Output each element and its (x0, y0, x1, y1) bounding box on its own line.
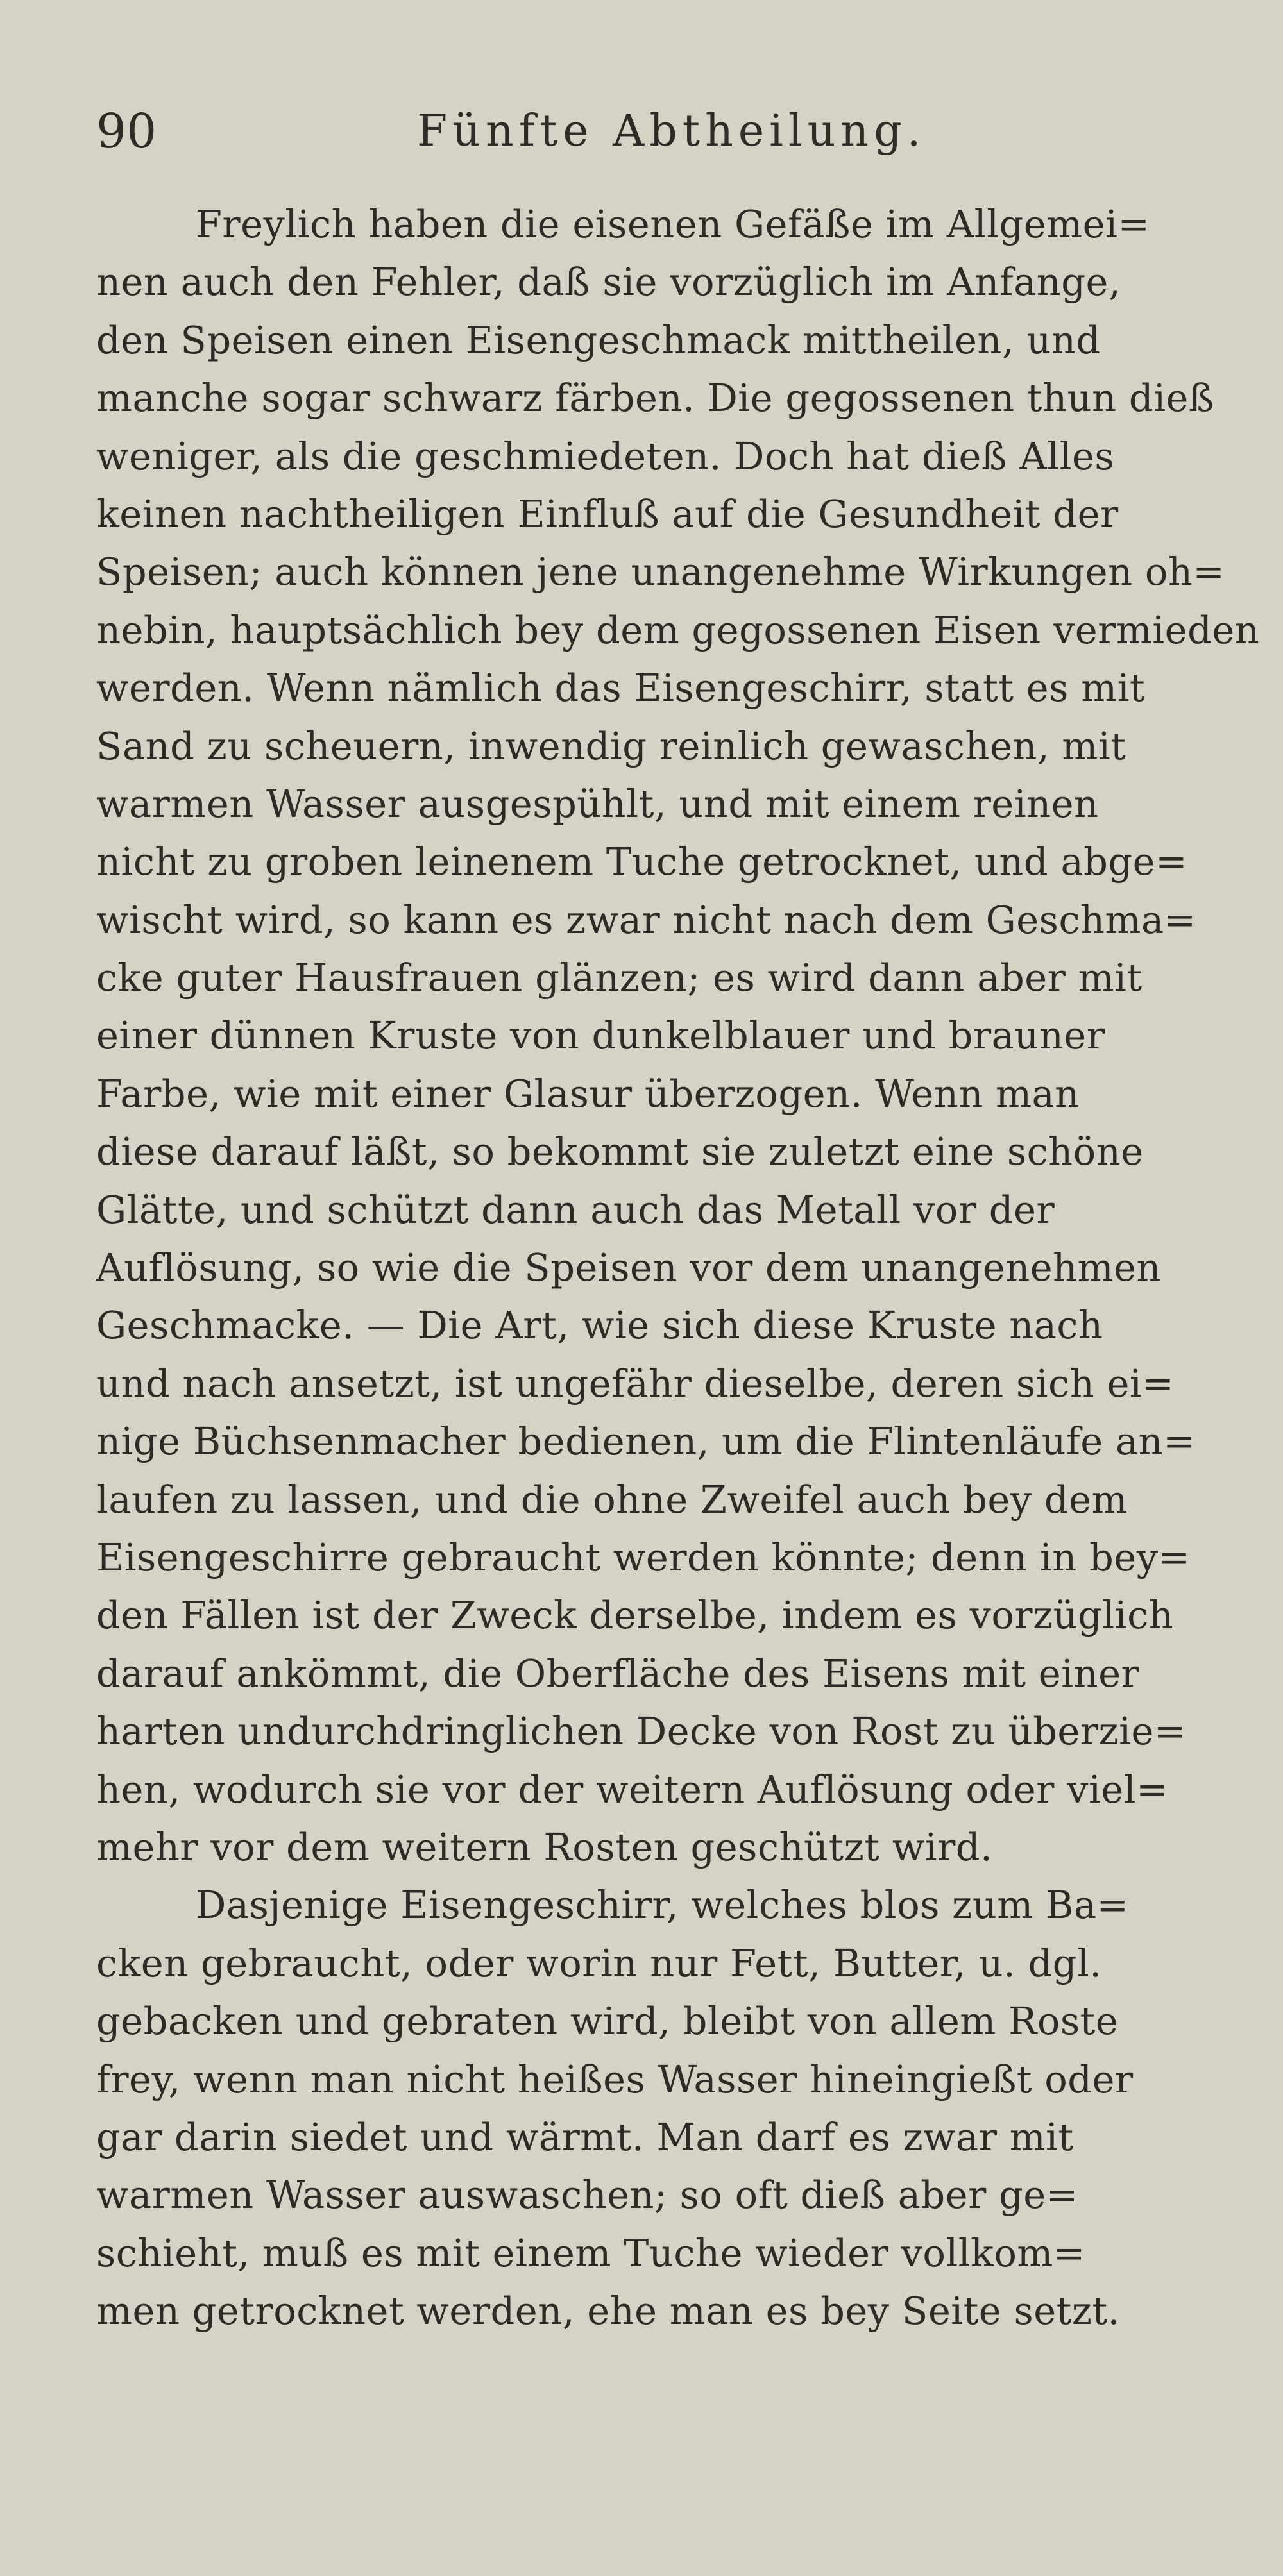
text-line: gar darin siedet und wärmt. Man darf es zwar mit (96, 2114, 1074, 2159)
text-line: Speisen; auch können jene unangenehme Wirkungen oh= (96, 550, 1225, 594)
running-title: Fünfte Abtheilung. (417, 106, 926, 156)
text-line: nebin, hauptsächlich bey dem gegossenen Eisen vermieden (96, 607, 1260, 652)
text-line: cke guter Hausfrauen glänzen; es wird dann aber mit (96, 955, 1143, 1000)
text-line: wischt wird, so kann es zwar nicht nach dem Geschma= (96, 897, 1196, 942)
text-line: Sand zu scheuern, inwendig reinlich gewaschen, mit (96, 723, 1126, 768)
text-line: Geschmacke. — Die Art, wie sich diese Kruste nach (96, 1303, 1103, 1348)
text-line: und nach ansetzt, ist ungefähr dieselbe, deren sich ei= (96, 1361, 1175, 1406)
text-line: darauf ankömmt, die Oberfläche des Eisens mit einer (96, 1651, 1140, 1696)
text-line: nen auch den Fehler, daß sie vorzüglich im Anfange, (96, 260, 1121, 305)
text-line: nicht zu groben leinenem Tuche getrocknet, und abge= (96, 839, 1188, 884)
text-line: mehr vor dem weitern Rosten geschützt wird. (96, 1824, 993, 1869)
text-line: hen, wodurch sie vor der weitern Auflösung oder viel= (96, 1767, 1169, 1812)
text-line: keinen nachtheiligen Einfluß auf die Gesundheit der (96, 491, 1119, 536)
text-line: werden. Wenn nämlich das Eisengeschirr, statt es mit (96, 666, 1146, 711)
text-line: Freylich haben die eisenen Gefäße im Allgemei= (196, 202, 1150, 246)
text-line: Farbe, wie mit einer Glasur überzogen. Wenn man (96, 1071, 1080, 1116)
text-line: einer dünnen Kruste von dunkelblauer und brauner (96, 1013, 1105, 1058)
text-line: den Fällen ist der Zweck derselbe, indem es vorzüglich (96, 1593, 1174, 1638)
text-line: weniger, als die geschmiedeten. Doch hat dieß Alles (96, 434, 1115, 478)
page-number: 90 (96, 104, 157, 159)
text-line: cken gebraucht, oder worin nur Fett, Butter, u. dgl. (96, 1940, 1102, 1985)
text-line: frey, wenn man nicht heißes Wasser hineingießt oder (96, 2057, 1134, 2101)
text-line: warmen Wasser ausgespühlt, und mit einem reinen (96, 781, 1099, 826)
text-line: Glätte, und schützt dann auch das Metall vor der (96, 1187, 1055, 1232)
paragraph-2 (96, 1876, 1264, 2340)
text-line: manche sogar schwarz färben. Die gegossenen thun dieß (96, 376, 1214, 421)
page-header (96, 96, 1148, 167)
text-line: men getrocknet werden, ehe man es bey Seite setzt. (96, 2289, 1120, 2334)
text-line: warmen Wasser auswaschen; so oft dieß aber ge= (96, 2173, 1078, 2218)
text-line: schieht, muß es mit einem Tuche wieder vollkom= (96, 2230, 1085, 2275)
text-line: laufen zu lassen, und die ohne Zweifel auch bey dem (96, 1477, 1128, 1522)
text-line: harten undurchdringlichen Decke von Rost zu überzie= (96, 1709, 1186, 1754)
text-line: Dasjenige Eisengeschirr, welches blos zum Ba= (196, 1883, 1129, 1928)
text-line: Eisengeschirre gebraucht werden könnte; denn in bey= (96, 1535, 1191, 1579)
paragraph-1 (96, 196, 1264, 1876)
text-line: diese darauf läßt, so bekommt sie zuletzt eine schöne (96, 1129, 1144, 1174)
text-line: gebacken und gebraten wird, bleibt von allem Roste (96, 1999, 1119, 2044)
text-line: den Speisen einen Eisengeschmack mittheilen, und (96, 317, 1101, 362)
text-line: Auflösung, so wie die Speisen vor dem unangenehmen (96, 1245, 1162, 1290)
text-line: nige Büchsenmacher bedienen, um die Flintenläufe an= (96, 1419, 1196, 1464)
body-text (96, 196, 1264, 2340)
